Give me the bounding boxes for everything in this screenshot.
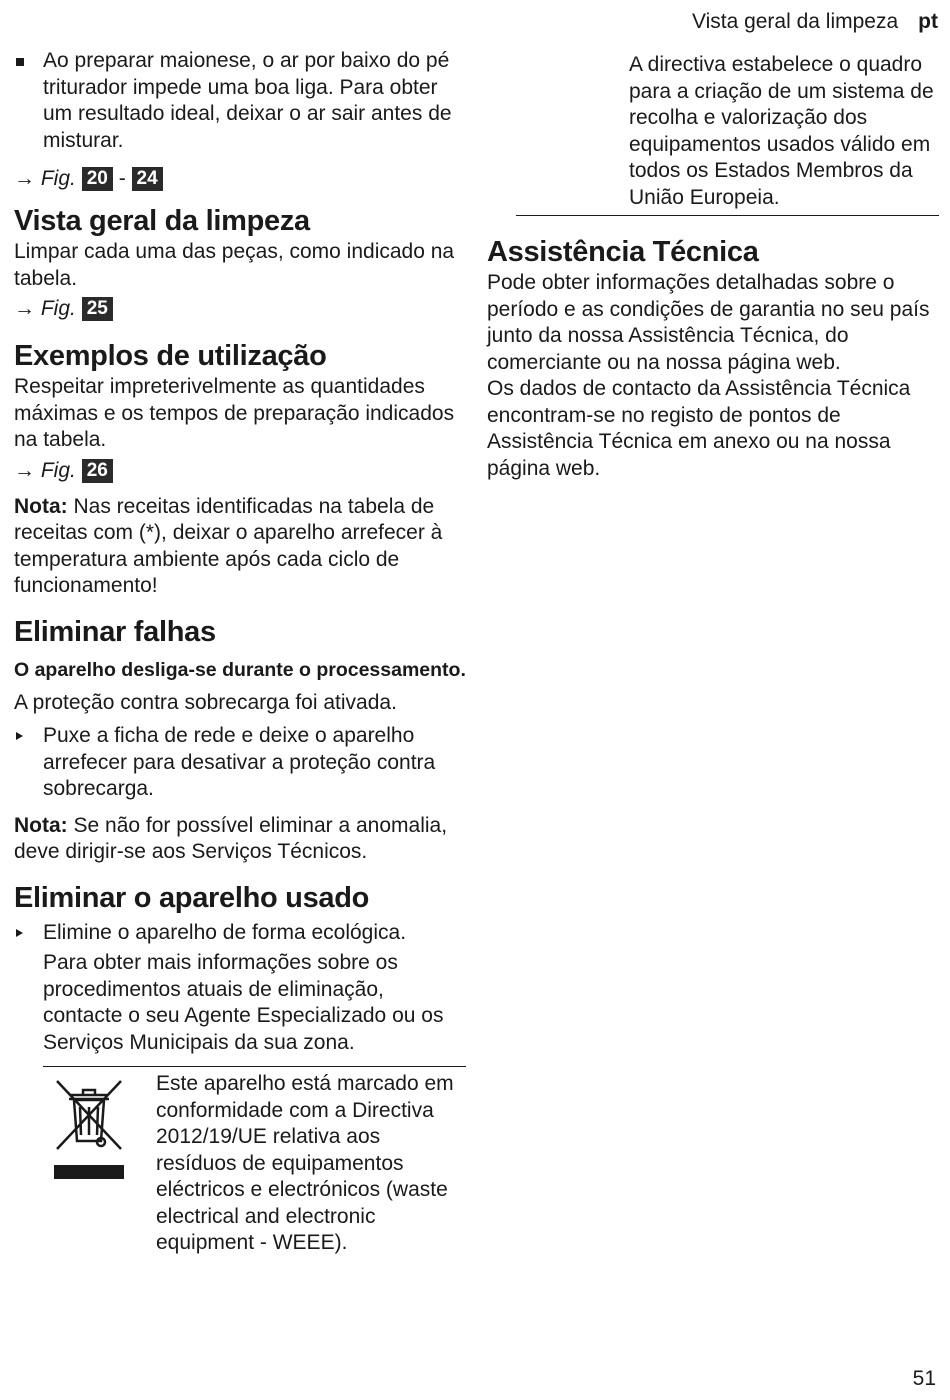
directive-text: A directiva estabelece o quadro para a criação de um sistema de recolha e valorização dos equipamentos usados válido em todos os Estados Membros da União Europeia. bbox=[629, 53, 934, 209]
examples-note bbox=[14, 494, 466, 600]
header-title: Vista geral da limpeza bbox=[691, 10, 899, 33]
faults-note bbox=[14, 813, 466, 866]
figure-reference-25 bbox=[14, 296, 466, 322]
cleaning-heading: Vista geral da limpeza bbox=[14, 205, 310, 237]
fig-number-badge: 24 bbox=[132, 167, 163, 191]
page-header bbox=[692, 8, 938, 36]
weee-text: Este aparelho está marcado em conformidade com a Directiva 2012/19/UE relativa aos resíduos de equipamentos eléctricos e electrónicos (waste electrical and electronic equipment - WEEE). bbox=[156, 1072, 454, 1254]
fig-number-badge: 25 bbox=[82, 297, 113, 321]
fig-number-badge: 26 bbox=[82, 459, 113, 483]
service-paragraph-2: Os dados de contacto da Assistência Técnica encontram-se no registo de pontos de Assistência Técnica em anexo ou na nossa página web. bbox=[487, 377, 911, 480]
arrow-icon: → bbox=[14, 297, 35, 320]
faults-heading: Eliminar falhas bbox=[14, 615, 216, 648]
disposal-detail: Para obter mais informações sobre os procedimentos atuais de eliminação, contacte o seu Agente Especializado ou os Serviços Municipais da sua zona. bbox=[43, 951, 444, 1054]
square-bullet-icon bbox=[16, 58, 24, 66]
figure-reference-20-24 bbox=[14, 166, 466, 192]
disposal-step-text: Elimine o aparelho de forma ecológica. bbox=[43, 920, 407, 944]
arrow-icon: → bbox=[14, 167, 35, 190]
crossed-out-wheelie-bin-icon bbox=[49, 1073, 129, 1183]
triangle-bullet-icon bbox=[15, 723, 25, 757]
faults-step bbox=[14, 723, 466, 803]
examples-heading: Exemplos de utilização bbox=[14, 340, 327, 372]
page-number: 51 bbox=[912, 1367, 936, 1390]
mayonnaise-bullet bbox=[14, 48, 466, 154]
faults-text: A proteção contra sobrecarga foi ativada. bbox=[14, 690, 397, 714]
service-paragraph-1: Pode obter informações detalhadas sobre o período e as condições de garantia no seu país junto da nossa Assistência Técnica, do comerciante ou na nossa página web. bbox=[487, 271, 930, 374]
arrow-icon: → bbox=[14, 458, 35, 482]
triangle-bullet-icon bbox=[15, 920, 25, 954]
fig-label: Fig. bbox=[40, 297, 76, 320]
fig-range-separator: - bbox=[118, 167, 126, 190]
service-heading: Assistência Técnica bbox=[487, 236, 759, 268]
divider-line bbox=[516, 215, 939, 216]
examples-text: Respeitar impreterivelmente as quantidades máximas e os tempos de preparação indicados na tabela. bbox=[14, 375, 455, 451]
note-text: Nas receitas identificadas na tabela de receitas com (*), deixar o aparelho arrefecer à temperatura ambiente após cada ciclo de funcionamento! bbox=[14, 494, 443, 597]
fig-number-badge: 20 bbox=[82, 167, 113, 191]
weee-info-box bbox=[43, 1066, 466, 1267]
right-column bbox=[487, 52, 939, 482]
language-code: pt bbox=[918, 10, 938, 33]
disposal-step bbox=[14, 920, 466, 947]
fig-label: Fig. bbox=[40, 458, 76, 482]
note-text: Se não for possível eliminar a anomalia, deve dirigir-se aos Serviços Técnicos. bbox=[14, 813, 448, 863]
disposal-heading: Eliminar o aparelho usado bbox=[14, 881, 370, 914]
fig-label: Fig. bbox=[40, 167, 76, 190]
faults-subheading: O aparelho desliga-se durante o processamento. bbox=[14, 658, 466, 681]
left-column bbox=[14, 48, 466, 1267]
cleaning-text: Limpar cada uma das peças, como indicado na tabela. bbox=[14, 240, 455, 290]
mayonnaise-text: Ao preparar maionese, o ar por baixo do pé triturador impede uma boa liga. Para obter um resultado ideal, deixar o ar sair antes de misturar. bbox=[43, 49, 452, 152]
faults-step-text: Puxe a ficha de rede e deixe o aparelho arrefecer para desativar a proteção contra sobrecarga. bbox=[43, 724, 436, 800]
figure-reference-26 bbox=[14, 458, 466, 484]
note-label: Nota: bbox=[14, 494, 68, 518]
note-label: Nota: bbox=[14, 813, 68, 837]
